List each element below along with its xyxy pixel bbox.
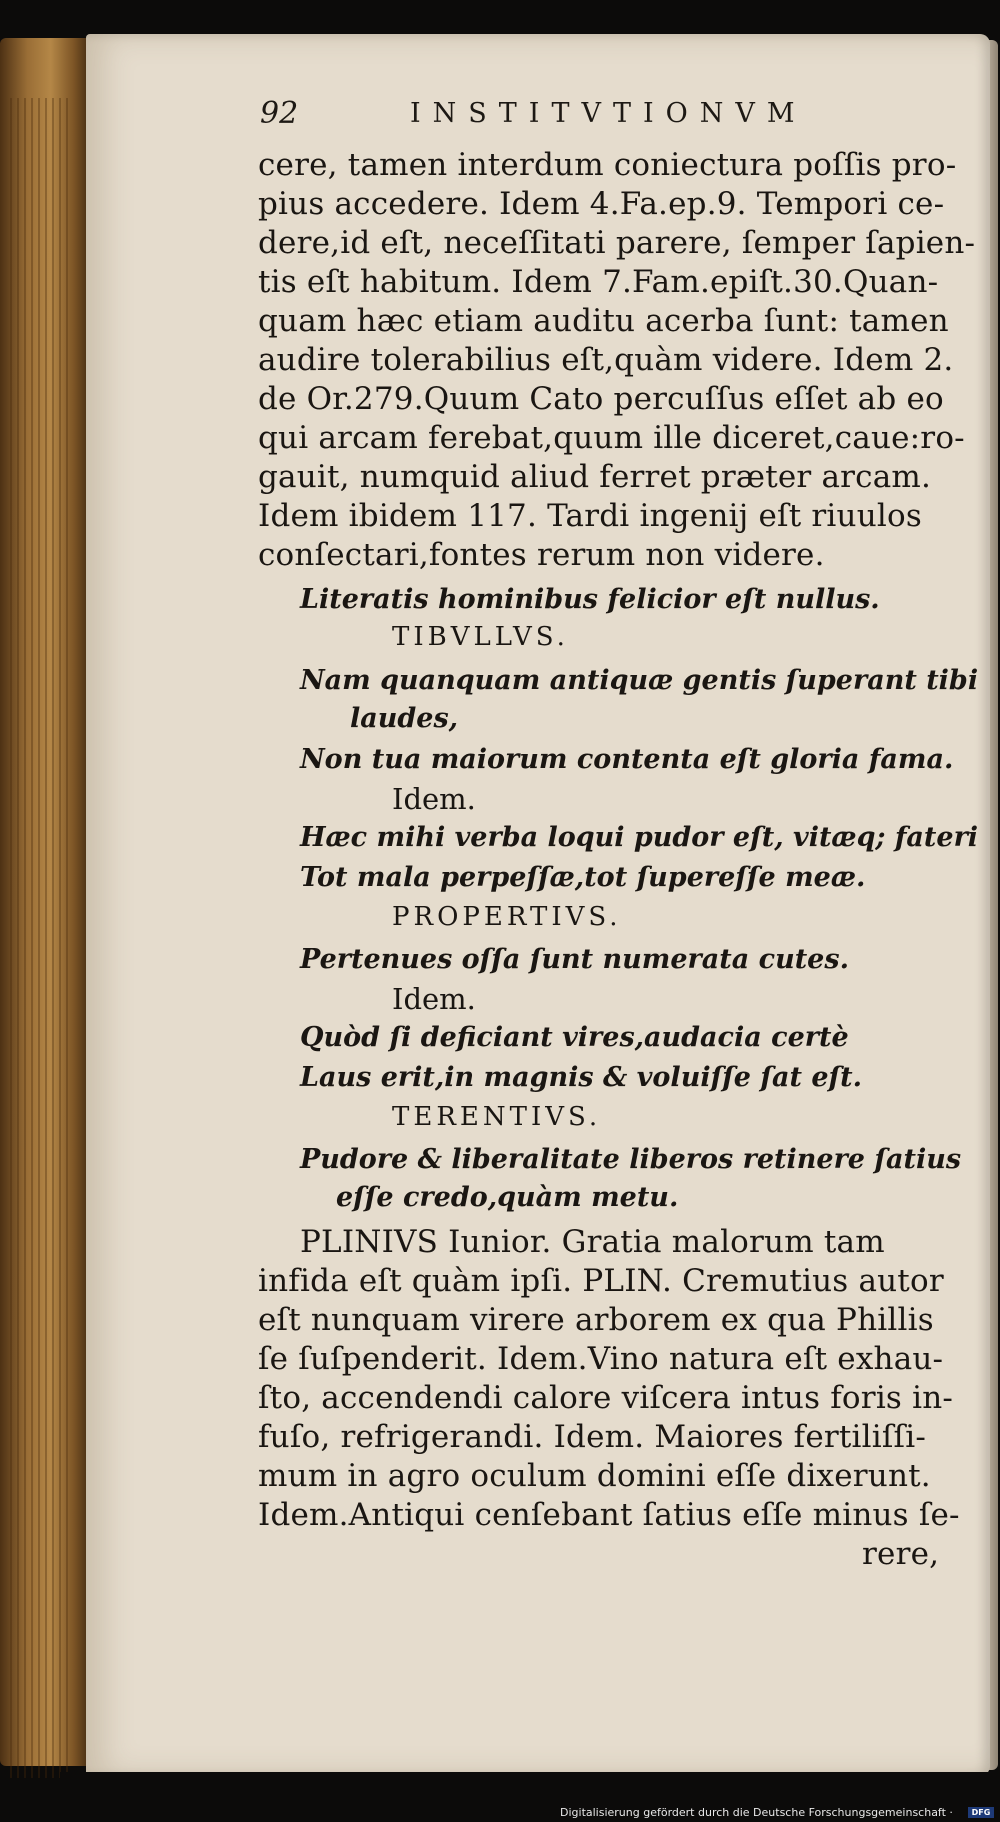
verse-line: Nam quanquam antiquæ gentis ſuperant tibi: [300, 665, 979, 696]
author-heading: PROPERTIVS.: [392, 902, 622, 932]
verse-line: Hæc mihi verba loqui pudor eſt, vitæq; fateri: [300, 822, 979, 853]
text-line: dere,id eſt, neceſſitati parere, ſemper ſapien-: [258, 225, 976, 261]
page-edge-texture: [10, 98, 70, 1778]
catchword: rere,: [862, 1536, 940, 1572]
verse-line: Laus erit,in magnis & voluiſſe ſat eſt.: [300, 1062, 863, 1093]
text-line: fuſo, refrigerandi. Idem. Maiores fertiliſſi-: [258, 1419, 927, 1455]
verse-line: Pertenues oſſa ſunt numerata cutes.: [300, 944, 849, 975]
running-head: INSTITVTIONVM: [410, 98, 807, 129]
text-line: Idem ibidem 117. Tardi ingenij eſt riuulos: [258, 498, 922, 534]
text-line: audire tolerabilius eſt,quàm videre. Idem 2.: [258, 342, 954, 378]
text-line: cere, tamen interdum coniectura poſſis pro-: [258, 147, 957, 183]
text-line: infida eſt quàm ipſi. PLIN. Cremutius autor: [258, 1263, 944, 1299]
text-line: PLINIVS Iunior. Gratia malorum tam: [300, 1224, 885, 1260]
text-line: tis eſt habitum. Idem 7.Fam.epiſt.30.Quan-: [258, 264, 939, 300]
verse-line: Pudore & liberalitate liberos retinere ſatius: [300, 1144, 962, 1175]
verse-line: Tot mala perpeſſæ,tot ſupereſſe meæ.: [300, 862, 866, 893]
text-line: de Or.279.Quum Cato percuſſus eſſet ab eo: [258, 381, 944, 417]
text-line: Idem.Antiqui cenſebant ſatius eſſe minus ſe-: [258, 1497, 960, 1533]
bottom-shadow: [60, 1772, 1000, 1806]
verse-line: eſſe credo,quàm metu.: [336, 1182, 679, 1213]
text-line: conſectari,fontes rerum non videre.: [258, 537, 825, 573]
author-heading: TIBVLLVS.: [392, 622, 569, 652]
text-line: mum in agro oculum domini eſſe dixerunt.: [258, 1458, 931, 1494]
text-line: ſe ſuſpenderit. Idem.Vino natura eſt exhau-: [258, 1341, 944, 1377]
dfg-logo: DFG: [968, 1807, 994, 1818]
text-line: pius accedere. Idem 4.Fa.ep.9. Tempori ce-: [258, 186, 945, 222]
author-heading: Idem.: [392, 982, 476, 1016]
text-line: ſto, accendendi calore viſcera intus foris in-: [258, 1380, 954, 1416]
text-line: gauit, numquid aliud ferret præter arcam.: [258, 459, 932, 495]
page-header: [260, 96, 807, 136]
text-line: eſt nunquam virere arborem ex qua Phillis: [258, 1302, 934, 1338]
author-heading: Idem.: [392, 782, 476, 816]
verse-line: Literatis hominibus felicior eſt nullus.: [300, 584, 880, 615]
verse-line: Quòd ſi deficiant vires,audacia certè: [300, 1022, 849, 1053]
verse-line: Non tua maiorum contenta eſt gloria fama.: [300, 744, 954, 775]
page-number: 92: [260, 96, 299, 131]
author-heading: TERENTIVS.: [392, 1102, 602, 1132]
book-fore-edge: [0, 38, 92, 1766]
text-line: quam hæc etiam auditu acerba ſunt: tamen: [258, 303, 949, 339]
text-line: qui arcam ferebat,quum ille diceret,caue:ro-: [258, 420, 965, 456]
verse-line: laudes,: [350, 703, 459, 734]
digitization-credit: Digitalisierung gefördert durch die Deutsche Forschungsgemeinschaft ·: [560, 1806, 953, 1819]
